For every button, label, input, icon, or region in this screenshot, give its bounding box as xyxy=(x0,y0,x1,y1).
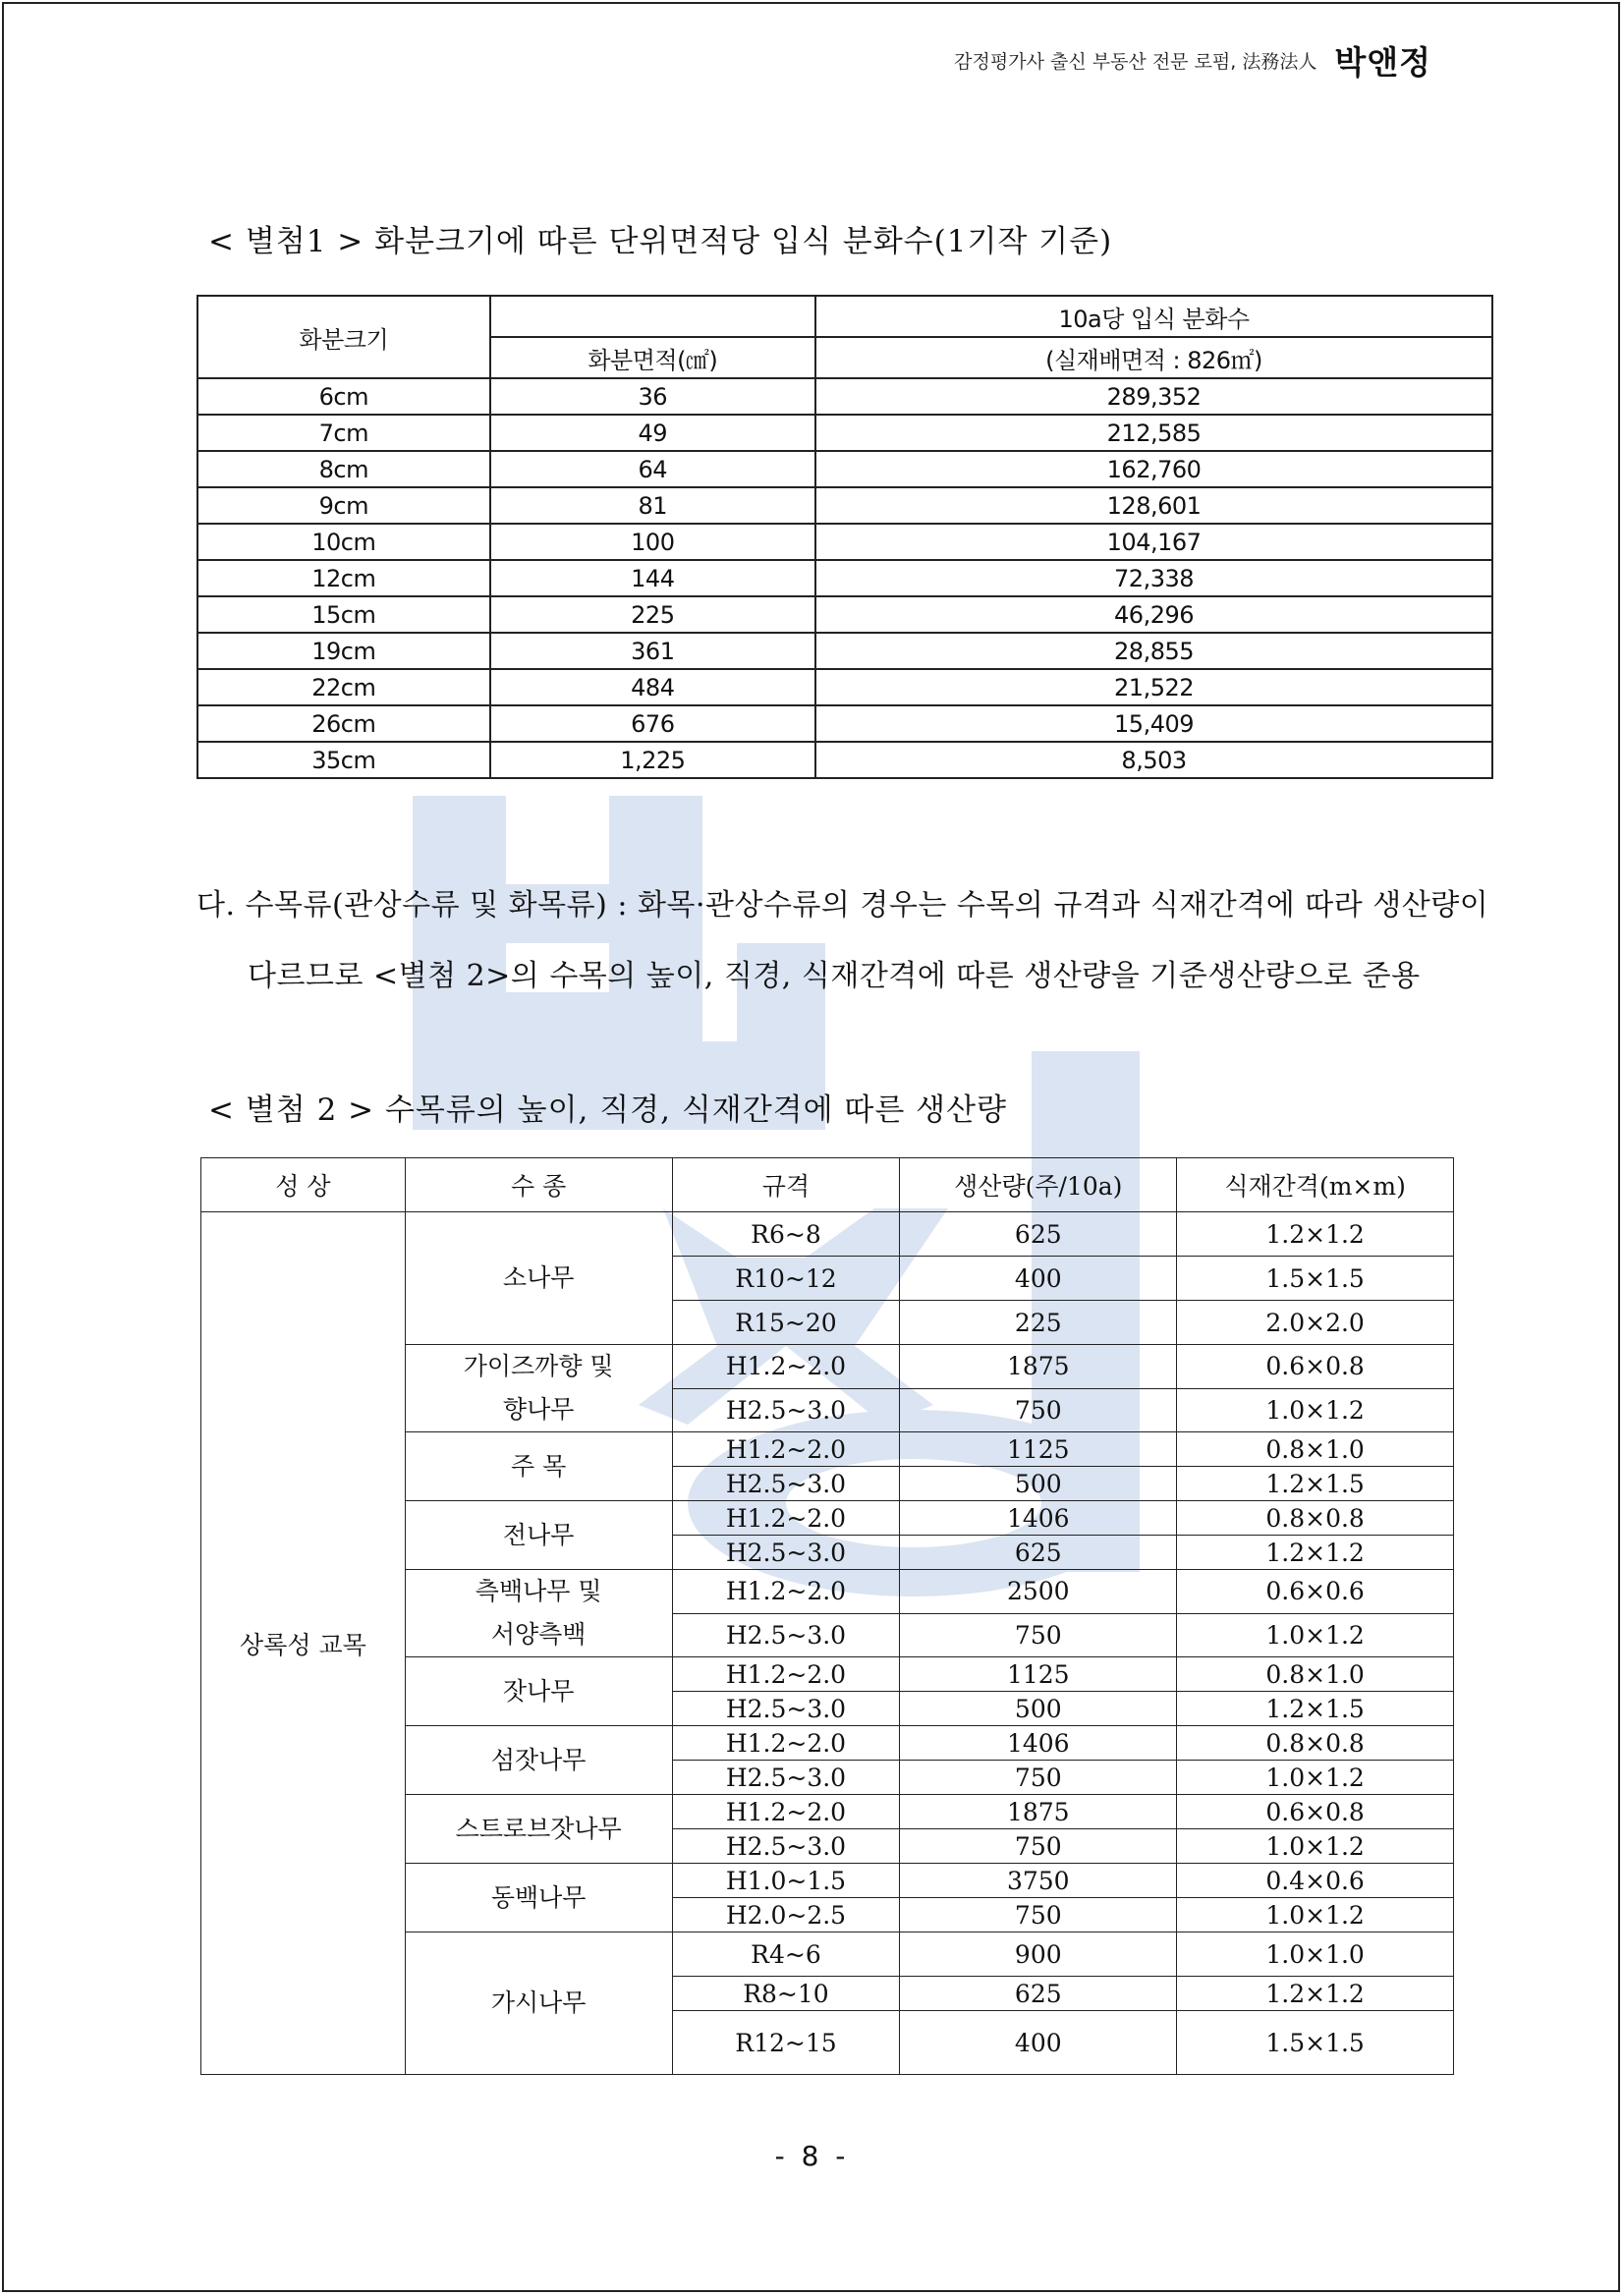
table-row xyxy=(197,378,1492,415)
spacing-cell: 1.0×1.2 xyxy=(1177,1388,1454,1432)
spec-cell: H2.5~3.0 xyxy=(672,1536,900,1570)
pot-area-cell: 49 xyxy=(490,415,816,451)
pot-area-cell: 361 xyxy=(490,633,816,669)
pot-area-cell: 36 xyxy=(490,378,816,415)
pot-count-cell: 46,296 xyxy=(815,596,1492,633)
table-row xyxy=(201,1212,1454,1257)
spacing-cell: 0.6×0.8 xyxy=(1177,1795,1454,1829)
species-cell: 전나무 xyxy=(405,1501,672,1570)
species-cell: 소나무 xyxy=(405,1212,672,1345)
species-cell: 섬잣나무 xyxy=(405,1726,672,1795)
pot-size-cell: 10cm xyxy=(197,524,490,560)
spec-cell: H2.5~3.0 xyxy=(672,1467,900,1501)
yield-cell: 400 xyxy=(900,1257,1177,1301)
pot-count-cell: 212,585 xyxy=(815,415,1492,451)
header-spacing: 식재간격(m×m) xyxy=(1177,1158,1454,1212)
pot-count-cell: 21,522 xyxy=(815,669,1492,705)
spec-cell: H2.5~3.0 xyxy=(672,1829,900,1864)
pot-count-cell: 8,503 xyxy=(815,742,1492,778)
pot-size-cell: 8cm xyxy=(197,451,490,487)
spec-cell: H1.2~2.0 xyxy=(672,1795,900,1829)
header-count-line2: (실재배면적 : 826㎡) xyxy=(815,337,1492,378)
table-row xyxy=(197,560,1492,596)
table-header-row xyxy=(201,1158,1454,1212)
pot-area-cell: 676 xyxy=(490,705,816,742)
spec-cell: H1.2~2.0 xyxy=(672,1432,900,1467)
spacing-cell: 0.6×0.8 xyxy=(1177,1345,1454,1389)
spec-cell: H1.0~1.5 xyxy=(672,1864,900,1898)
spacing-cell: 1.5×1.5 xyxy=(1177,2011,1454,2075)
yield-cell: 1875 xyxy=(900,1345,1177,1389)
yield-cell: 625 xyxy=(900,1212,1177,1257)
page-header xyxy=(954,37,1431,84)
pot-size-cell: 26cm xyxy=(197,705,490,742)
header-species: 수 종 xyxy=(405,1158,672,1212)
yield-cell: 2500 xyxy=(900,1570,1177,1614)
spacing-cell: 1.0×1.2 xyxy=(1177,1829,1454,1864)
pot-count-table xyxy=(196,295,1493,779)
yield-cell: 750 xyxy=(900,1898,1177,1932)
pot-size-cell: 6cm xyxy=(197,378,490,415)
yield-cell: 3750 xyxy=(900,1864,1177,1898)
yield-cell: 1875 xyxy=(900,1795,1177,1829)
pot-count-cell: 289,352 xyxy=(815,378,1492,415)
pot-area-cell: 100 xyxy=(490,524,816,560)
pot-size-cell: 12cm xyxy=(197,560,490,596)
pot-size-cell: 15cm xyxy=(197,596,490,633)
table-row xyxy=(197,596,1492,633)
spacing-cell: 1.0×1.2 xyxy=(1177,1613,1454,1657)
yield-cell: 500 xyxy=(900,1467,1177,1501)
spec-cell: H2.5~3.0 xyxy=(672,1388,900,1432)
spacing-cell: 0.6×0.6 xyxy=(1177,1570,1454,1614)
pot-size-cell: 19cm xyxy=(197,633,490,669)
spacing-cell: 0.8×1.0 xyxy=(1177,1432,1454,1467)
yield-cell: 1125 xyxy=(900,1657,1177,1692)
attachment1-title: < 별첨1 > 화분크기에 따른 단위면적당 입식 분화수(1기작 기준) xyxy=(208,224,1113,259)
yield-cell: 625 xyxy=(900,1977,1177,2011)
spec-cell: H1.2~2.0 xyxy=(672,1501,900,1536)
header-yield: 생산량(주/10a) xyxy=(900,1158,1177,1212)
pot-size-cell: 7cm xyxy=(197,415,490,451)
pot-size-cell: 9cm xyxy=(197,487,490,524)
species-cell: 주 목 xyxy=(405,1432,672,1501)
species-cell: 측백나무 및 서양측백 xyxy=(405,1570,672,1657)
spacing-cell: 0.8×0.8 xyxy=(1177,1726,1454,1761)
species-cell: 스트로브잣나무 xyxy=(405,1795,672,1864)
header-blank xyxy=(490,296,816,337)
pot-size-cell: 35cm xyxy=(197,742,490,778)
spec-cell: R6~8 xyxy=(672,1212,900,1257)
spacing-cell: 1.0×1.0 xyxy=(1177,1932,1454,1977)
paragraph-line1: 다. 수목류(관상수류 및 화목류) : 화목·관상수류의 경우는 수목의 규격과 식재간격에 따라 생산량이 xyxy=(196,888,1489,923)
species-cell: 동백나무 xyxy=(405,1864,672,1932)
header-growth: 성 상 xyxy=(201,1158,406,1212)
yield-cell: 500 xyxy=(900,1692,1177,1726)
header-brand-logo: 박앤정 xyxy=(1334,43,1431,82)
table-row xyxy=(197,633,1492,669)
table-row xyxy=(197,415,1492,451)
yield-cell: 225 xyxy=(900,1301,1177,1345)
table-row xyxy=(197,742,1492,778)
spec-cell: H1.2~2.0 xyxy=(672,1345,900,1389)
page-number: - 8 - xyxy=(774,2140,850,2172)
pot-count-cell: 72,338 xyxy=(815,560,1492,596)
pot-area-cell: 484 xyxy=(490,669,816,705)
table-row xyxy=(197,705,1492,742)
header-count-line1: 10a당 입식 분화수 xyxy=(815,296,1492,337)
spacing-cell: 1.2×1.2 xyxy=(1177,1212,1454,1257)
pot-area-cell: 225 xyxy=(490,596,816,633)
spacing-cell: 0.4×0.6 xyxy=(1177,1864,1454,1898)
spec-cell: H1.2~2.0 xyxy=(672,1657,900,1692)
paragraph-line2: 다르므로 <별첨 2>의 수목의 높이, 직경, 식재간격에 따른 생산량을 기준생산량으로 준용 xyxy=(248,959,1421,993)
spacing-cell: 1.0×1.2 xyxy=(1177,1761,1454,1795)
spec-cell: H1.2~2.0 xyxy=(672,1726,900,1761)
pot-count-cell: 15,409 xyxy=(815,705,1492,742)
spacing-cell: 0.8×0.8 xyxy=(1177,1501,1454,1536)
table-row xyxy=(197,451,1492,487)
header-spec: 규격 xyxy=(672,1158,900,1212)
yield-cell: 1406 xyxy=(900,1501,1177,1536)
table-row xyxy=(197,669,1492,705)
spec-cell: R15~20 xyxy=(672,1301,900,1345)
spec-cell: H2.5~3.0 xyxy=(672,1692,900,1726)
spec-cell: R4~6 xyxy=(672,1932,900,1977)
header-tagline: 감정평가사 출신 부동산 전문 로펌, 法務法人 xyxy=(954,51,1317,73)
yield-cell: 625 xyxy=(900,1536,1177,1570)
spacing-cell: 1.2×1.5 xyxy=(1177,1692,1454,1726)
yield-cell: 1125 xyxy=(900,1432,1177,1467)
species-cell: 가이즈까향 및 향나무 xyxy=(405,1345,672,1432)
spec-cell: R8~10 xyxy=(672,1977,900,2011)
spacing-cell: 1.5×1.5 xyxy=(1177,1257,1454,1301)
table-row xyxy=(197,524,1492,560)
spec-cell: H2.5~3.0 xyxy=(672,1613,900,1657)
header-pot-area: 화분면적(㎠) xyxy=(490,337,816,378)
pot-area-cell: 81 xyxy=(490,487,816,524)
spacing-cell: 1.2×1.2 xyxy=(1177,1536,1454,1570)
growth-type-cell: 상록성 교목 xyxy=(201,1212,406,2075)
pot-count-cell: 162,760 xyxy=(815,451,1492,487)
spec-cell: R10~12 xyxy=(672,1257,900,1301)
yield-cell: 750 xyxy=(900,1613,1177,1657)
pot-size-cell: 22cm xyxy=(197,669,490,705)
pot-count-cell: 28,855 xyxy=(815,633,1492,669)
yield-cell: 750 xyxy=(900,1829,1177,1864)
spacing-cell: 1.0×1.2 xyxy=(1177,1898,1454,1932)
spec-cell: H1.2~2.0 xyxy=(672,1570,900,1614)
spec-cell: H2.0~2.5 xyxy=(672,1898,900,1932)
attachment2-title: < 별첨 2 > 수목류의 높이, 직경, 식재간격에 따른 생산량 xyxy=(208,1092,1007,1128)
yield-cell: 900 xyxy=(900,1932,1177,1977)
pot-count-cell: 128,601 xyxy=(815,487,1492,524)
table-header-row xyxy=(197,296,1492,337)
table-row xyxy=(197,487,1492,524)
spec-cell: H2.5~3.0 xyxy=(672,1761,900,1795)
spec-cell: R12~15 xyxy=(672,2011,900,2075)
spacing-cell: 2.0×2.0 xyxy=(1177,1301,1454,1345)
species-cell: 잣나무 xyxy=(405,1657,672,1726)
yield-cell: 1406 xyxy=(900,1726,1177,1761)
header-pot-size: 화분크기 xyxy=(197,296,490,378)
pot-area-cell: 144 xyxy=(490,560,816,596)
yield-cell: 400 xyxy=(900,2011,1177,2075)
pot-count-cell: 104,167 xyxy=(815,524,1492,560)
spacing-cell: 1.2×1.2 xyxy=(1177,1977,1454,2011)
tree-yield-table xyxy=(200,1157,1454,2075)
yield-cell: 750 xyxy=(900,1761,1177,1795)
spacing-cell: 1.2×1.5 xyxy=(1177,1467,1454,1501)
pot-area-cell: 1,225 xyxy=(490,742,816,778)
spacing-cell: 0.8×1.0 xyxy=(1177,1657,1454,1692)
species-cell: 가시나무 xyxy=(405,1932,672,2075)
pot-area-cell: 64 xyxy=(490,451,816,487)
yield-cell: 750 xyxy=(900,1388,1177,1432)
